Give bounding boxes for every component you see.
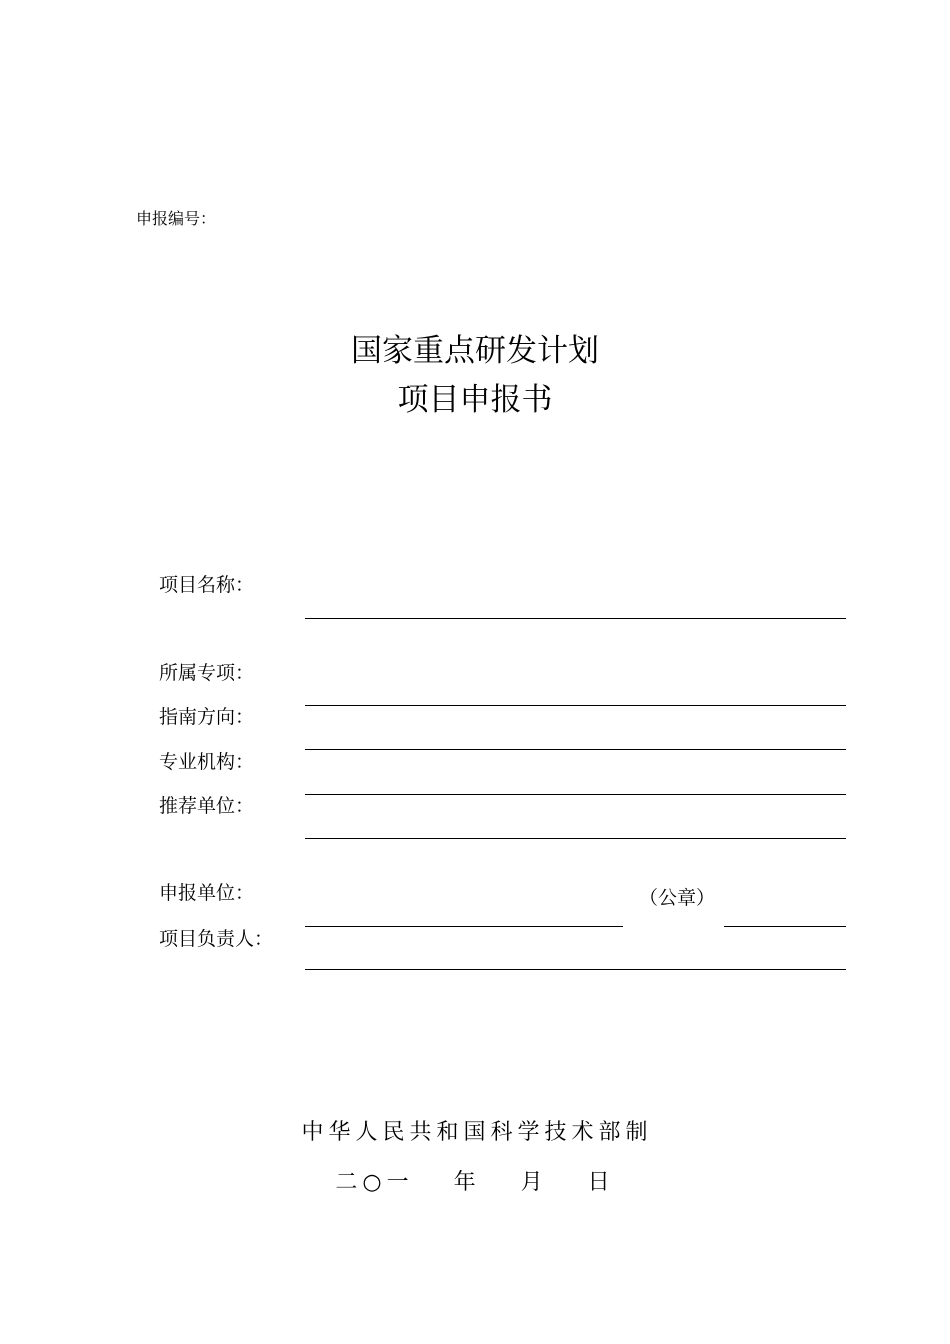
- project-name-field[interactable]: [305, 618, 846, 619]
- applicant-unit-field[interactable]: [305, 926, 623, 927]
- applicant-unit-label: 申报单位：: [159, 882, 255, 904]
- project-leader-label: 项目负责人：: [159, 928, 274, 950]
- document-subtitle: 项目申报书: [397, 382, 553, 418]
- project-leader-field[interactable]: [305, 969, 846, 970]
- applicant-unit-seal-field[interactable]: [724, 926, 846, 927]
- guide-direction-field[interactable]: [305, 749, 846, 750]
- official-seal-label: （公章）: [639, 887, 716, 909]
- issuing-authority: 中华人民共和国科学技术部制: [301, 1120, 653, 1145]
- professional-agency-label: 专业机构：: [159, 751, 255, 773]
- guide-direction-label: 指南方向：: [159, 706, 255, 728]
- issue-date: [0, 1165, 950, 1196]
- special-project-field[interactable]: [305, 705, 846, 706]
- application-number-label: 申报编号：: [136, 209, 217, 228]
- special-project-label: 所属专项：: [159, 662, 255, 684]
- date-day-label: 日: [587, 1170, 615, 1195]
- date-year-label: 年: [453, 1170, 481, 1195]
- date-month-label: 月: [520, 1170, 548, 1195]
- recommending-unit-field[interactable]: [305, 838, 846, 839]
- project-name-label: 项目名称：: [159, 574, 255, 596]
- professional-agency-field[interactable]: [305, 794, 846, 795]
- date-year-prefix: 二○一: [335, 1170, 414, 1195]
- document-title: 国家重点研发计划: [351, 333, 599, 369]
- recommending-unit-label: 推荐单位：: [159, 795, 255, 817]
